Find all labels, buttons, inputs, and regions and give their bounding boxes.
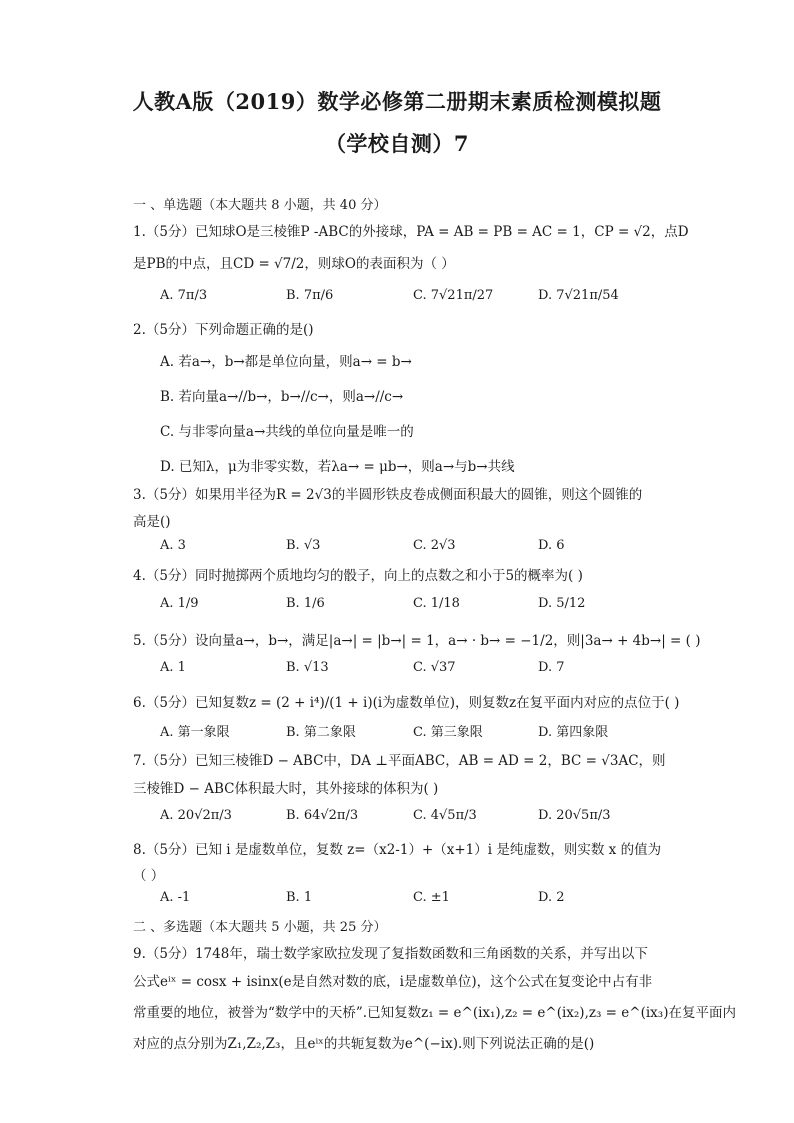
question-4-option-d: D. 5/12 <box>538 596 586 611</box>
question-9-line-2: 公式eⁱˣ = cosx + isinx(e是自然对数的底，i是虚数单位)，这个公式在复变论中占有非 <box>133 974 653 990</box>
question-3-option-a: A. 3 <box>160 538 186 553</box>
question-4-stem: 4.（5分）同时抛掷两个质地均匀的骰子，向上的点数之和小于5的概率为( ) <box>133 568 583 584</box>
question-8-line-1: 8.（5分）已知 i 是虚数单位，复数 z=（x2-1）+（x+1）i 是纯虚数，则实数 x 的值为 <box>133 842 662 858</box>
question-2-stem: 2.（5分）下列命题正确的是() <box>133 322 314 338</box>
question-1-line-1: 1.（5分）已知球O是三棱锥P -ABC的外接球，PA = AB = PB = AC = 1，CP = √2，点D <box>133 224 689 240</box>
question-7-line-1: 7.（5分）已知三棱锥D − ABC中，DA ⊥平面ABC，AB = AD = 2，BC = √3AC，则 <box>133 753 666 769</box>
question-1-line-2: 是PB的中点，且CD = √7/2，则球O的表面积为（ ） <box>133 256 455 272</box>
question-9-line-3: 常重要的地位，被誉为“数学中的天桥”.已知复数z₁ = e^(ix₁),z₂ = e^(ix₂),z₃ = e^(ix₃)在复平面内 <box>133 1005 736 1021</box>
question-7-option-b: B. 64√2π/3 <box>286 808 359 823</box>
question-7-option-a: A. 20√2π/3 <box>160 808 232 823</box>
question-7-line-2: 三棱锥D − ABC体积最大时，其外接球的体积为( ) <box>133 781 439 797</box>
question-6-option-b: B. 第二象限 <box>286 725 356 740</box>
question-6-option-d: D. 第四象限 <box>538 725 609 740</box>
question-5-stem: 5.（5分）设向量a→，b→，满足|a→| = |b→| = 1，a→ · b→ = −1/2，则|3a→ + 4b→| = ( ) <box>133 633 701 649</box>
question-1-option-d: D. 7√21π/54 <box>538 288 619 303</box>
question-8-option-d: D. 2 <box>538 890 565 905</box>
question-5-option-d: D. 7 <box>538 660 565 675</box>
question-3-line-1: 3.（5分）如果用半径为R = 2√3的半圆形铁皮卷成侧面积最大的圆锥，则这个圆锥的 <box>133 487 643 503</box>
question-5-option-b: B. √13 <box>286 660 329 675</box>
question-8-option-c: C. ±1 <box>413 890 450 905</box>
question-5-option-c: C. √37 <box>413 660 456 675</box>
question-2-option-b: B. 若向量a→//b→，b→//c→，则a→//c→ <box>160 389 404 405</box>
question-7-option-c: C. 4√5π/3 <box>413 808 477 823</box>
question-9-line-1: 9.（5分）1748年，瑞士数学家欧拉发现了复指数函数和三角函数的关系，并写出以下 <box>133 946 648 962</box>
question-4-option-a: A. 1/9 <box>160 596 199 611</box>
question-9-line-4: 对应的点分别为Z₁,Z₂,Z₃，且eⁱˣ的共轭复数为e^(−ix).则下列说法正确的是() <box>133 1036 595 1052</box>
section-heading-single-choice: 一 、单选题（本大题共 8 小题，共 40 分） <box>133 198 387 213</box>
question-3-option-b: B. √3 <box>286 538 321 553</box>
document-subtitle: （学校自测）7 <box>324 131 470 156</box>
question-1-option-c: C. 7√21π/27 <box>413 288 494 303</box>
question-8-option-a: A. -1 <box>160 890 191 905</box>
question-1-option-b: B. 7π/6 <box>286 288 334 303</box>
document-title: 人教A版（2019）数学必修第二册期末素质检测模拟题 <box>132 89 662 114</box>
question-2-option-d: D. 已知λ，μ为非零实数，若λa→ = μb→，则a→与b→共线 <box>160 459 515 475</box>
section-heading-multiple-choice: 二 、多选题（本大题共 5 小题，共 25 分） <box>133 920 387 935</box>
question-5-option-a: A. 1 <box>160 660 186 675</box>
question-7-option-d: D. 20√5π/3 <box>538 808 611 823</box>
question-8-option-b: B. 1 <box>286 890 313 905</box>
question-4-option-c: C. 1/18 <box>413 596 460 611</box>
question-1-option-a: A. 7π/3 <box>160 288 208 303</box>
question-6-option-a: A. 第一象限 <box>160 725 230 740</box>
question-3-option-c: C. 2√3 <box>413 538 456 553</box>
question-6-stem: 6.（5分）已知复数z = (2 + i⁴)/(1 + i)(i为虚数单位)，则复数z在复平面内对应的点位于( ) <box>133 695 680 711</box>
question-3-line-2: 高是() <box>133 514 171 530</box>
question-3-option-d: D. 6 <box>538 538 565 553</box>
question-4-option-b: B. 1/6 <box>286 596 325 611</box>
question-2-option-a: A. 若a→，b→都是单位向量，则a→ = b→ <box>160 354 412 370</box>
question-2-option-c: C. 与非零向量a→共线的单位向量是唯一的 <box>160 424 414 440</box>
question-8-line-2: （ ） <box>133 868 165 884</box>
question-6-option-c: C. 第三象限 <box>413 725 483 740</box>
